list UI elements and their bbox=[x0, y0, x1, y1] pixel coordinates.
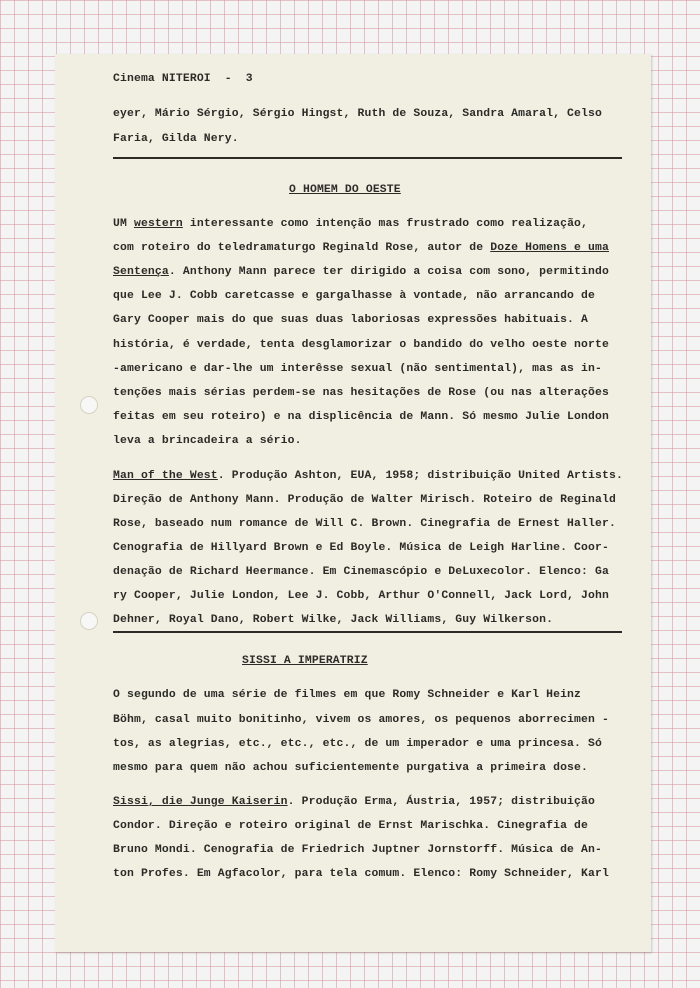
punch-hole-bottom bbox=[80, 612, 98, 630]
cast-line-2: Faria, Gilda Nery. bbox=[113, 133, 239, 145]
divider-2 bbox=[113, 631, 622, 633]
credits-line: Sissi, die Junge Kaiserin. Produção Erma, Áustria, 1957; distribuição bbox=[113, 796, 596, 808]
review-line: mesmo para quem não achou suficientemente purgativa a primeira dose. bbox=[113, 762, 589, 774]
review-line: feitas em seu roteiro) e na displicência de Mann. Só mesmo Julie London bbox=[113, 411, 609, 423]
review-line: história, é verdade, tenta desglamorizar o bandido do velho oeste norte bbox=[113, 339, 609, 351]
underlined-title: Sentença bbox=[113, 266, 169, 278]
original-title: Sissi, die Junge Kaiserin bbox=[113, 796, 288, 808]
credits-line: denação de Richard Heermance. Em Cinemascópio e DeLuxecolor. Elenco: Ga bbox=[113, 566, 609, 578]
credits-line: ry Cooper, Julie London, Lee J. Cobb, Arthur O'Connell, Jack Lord, John bbox=[113, 590, 609, 602]
cast-line-1: eyer, Mário Sérgio, Sérgio Hingst, Ruth de Souza, Sandra Amaral, Celso bbox=[113, 108, 602, 120]
credits-line: Man of the West. Produção Ashton, EUA, 1958; distribuição United Artists. bbox=[113, 470, 623, 482]
page-header: Cinema NITEROI - 3 bbox=[113, 73, 253, 85]
punch-hole-top bbox=[80, 396, 98, 414]
credits-line: Condor. Direção e roteiro original de Ernst Marischka. Cinegrafia de bbox=[113, 820, 589, 832]
credits-line: Rose, baseado num romance de Will C. Brown. Cinegrafia de Ernest Haller. bbox=[113, 518, 616, 530]
credits-line: Cenografia de Hillyard Brown e Ed Boyle. Música de Leigh Harline. Coor- bbox=[113, 542, 609, 554]
credits-line: Direção de Anthony Mann. Produção de Walter Mirisch. Roteiro de Reginald bbox=[113, 494, 616, 506]
credits-line: ton Profes. Em Agfacolor, para tela comum. Elenco: Romy Schneider, Karl bbox=[113, 868, 609, 880]
section-title-o-homem-do-oeste: O HOMEM DO OESTE bbox=[289, 184, 401, 196]
divider-1 bbox=[113, 157, 622, 159]
review-line: com roteiro do teledramaturgo Reginald Rose, autor de Doze Homens e uma bbox=[113, 242, 609, 254]
review-line: Sentença. Anthony Mann parece ter dirigido a coisa com sono, permitindo bbox=[113, 266, 609, 278]
underlined-title: Doze Homens e uma bbox=[490, 242, 609, 254]
review-line: Böhm, casal muito bonitinho, vivem os amores, os pequenos aborrecimen - bbox=[113, 714, 609, 726]
review-line: tos, as alegrias, etc., etc., etc., de um imperador e uma princesa. Só bbox=[113, 738, 602, 750]
credits-line: Dehner, Royal Dano, Robert Wilke, Jack Williams, Guy Wilkerson. bbox=[113, 614, 554, 626]
review-line: leva a brincadeira a sério. bbox=[113, 435, 302, 447]
original-title: Man of the West bbox=[113, 470, 218, 482]
review-line: O segundo de uma série de filmes em que Romy Schneider e Karl Heinz bbox=[113, 689, 582, 701]
review-line: Gary Cooper mais do que suas duas laboriosas expressões habituais. A bbox=[113, 314, 589, 326]
section-title-sissi-a-imperatriz: SISSI A IMPERATRIZ bbox=[242, 655, 368, 667]
review-line: que Lee J. Cobb caretcasse e gargalhasse à vontade, não arrancando de bbox=[113, 290, 595, 302]
review-line: tenções mais sérias perdem-se nas hesitações de Rose (ou nas alterações bbox=[113, 387, 609, 399]
review-line: -americano e dar-lhe um interêsse sexual (não sentimental), mas as in- bbox=[113, 363, 602, 375]
underlined-term: western bbox=[133, 218, 183, 230]
credits-line: Bruno Mondi. Cenografia de Friedrich Juptner Jornstorff. Música de An- bbox=[113, 844, 602, 856]
review-line: UM western interessante como intenção mas frustrado como realização, bbox=[113, 218, 589, 230]
